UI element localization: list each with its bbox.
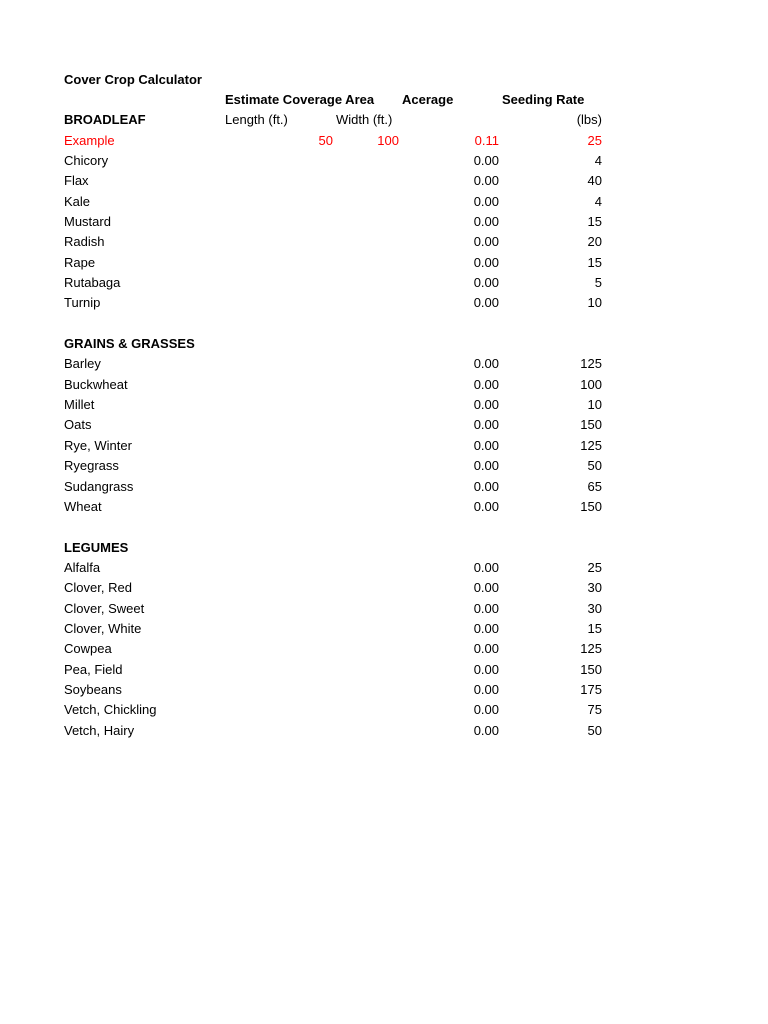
crop-acreage: 0.00 [473, 702, 499, 717]
crop-acreage: 0.00 [473, 153, 499, 168]
crop-seeding-rate: 125 [580, 641, 602, 656]
crop-acreage: 0.00 [473, 601, 499, 616]
crop-name: Clover, Red [64, 580, 132, 595]
crop-name: Mustard [64, 214, 111, 229]
section-header-row [0, 538, 768, 558]
table-row [0, 456, 768, 476]
table-row [0, 273, 768, 293]
table-row [0, 721, 768, 741]
crop-seeding-rate: 150 [580, 662, 602, 677]
crop-acreage: 0.00 [473, 621, 499, 636]
table-row [0, 151, 768, 171]
crop-seeding-rate: 65 [587, 479, 602, 494]
crop-name: Soybeans [64, 682, 122, 697]
crop-seeding-rate: 125 [580, 438, 602, 453]
section-title-legumes: LEGUMES [64, 540, 129, 555]
crop-acreage: 0.00 [473, 438, 499, 453]
crop-seeding-rate: 15 [587, 255, 602, 270]
crop-seeding-rate: 150 [580, 417, 602, 432]
table-row [0, 253, 768, 273]
crop-seeding-rate: 15 [587, 214, 602, 229]
section-title-broadleaf: BROADLEAF [64, 112, 146, 127]
crop-seeding-rate: 10 [587, 295, 602, 310]
page-title: Cover Crop Calculator [64, 72, 202, 87]
crop-acreage: 0.00 [473, 560, 499, 575]
table-row [0, 700, 768, 720]
crop-name: Rutabaga [64, 275, 121, 290]
crop-name: Cowpea [64, 641, 112, 656]
crop-acreage: 0.00 [473, 662, 499, 677]
crop-acreage: 0.00 [473, 173, 499, 188]
crop-seeding-rate: 15 [587, 621, 602, 636]
crop-acreage: 0.00 [473, 214, 499, 229]
lbs-label: (lbs) [576, 112, 602, 127]
crop-seeding-rate: 30 [587, 580, 602, 595]
header-row-1 [0, 90, 768, 110]
header-row-2 [0, 110, 768, 130]
crop-name: Vetch, Chickling [64, 702, 157, 717]
crop-seeding-rate: 150 [580, 499, 602, 514]
crop-name: Wheat [64, 499, 102, 514]
crop-name: Radish [64, 234, 105, 249]
crop-acreage: 0.00 [473, 194, 499, 209]
crop-seeding-rate: 20 [587, 234, 602, 249]
example-rate: 25 [587, 133, 602, 148]
crop-acreage: 0.00 [473, 682, 499, 697]
acreage-header: Acerage [402, 92, 454, 107]
crop-acreage: 0.00 [473, 255, 499, 270]
crop-seeding-rate: 75 [587, 702, 602, 717]
crop-acreage: 0.00 [473, 479, 499, 494]
crop-name: Clover, Sweet [64, 601, 145, 616]
crop-name: Oats [64, 417, 92, 432]
crop-seeding-rate: 4 [594, 194, 602, 209]
example-width[interactable]: 100 [377, 133, 399, 148]
table-row [0, 212, 768, 232]
crop-name: Turnip [64, 295, 101, 310]
section-title-grains-grasses: GRAINS & GRASSES [64, 336, 195, 351]
crop-seeding-rate: 50 [587, 458, 602, 473]
table-row [0, 171, 768, 191]
example-row [0, 131, 768, 151]
table-row [0, 660, 768, 680]
crop-name: Buckwheat [64, 377, 128, 392]
example-acreage: 0.11 [474, 133, 499, 148]
crop-seeding-rate: 25 [587, 560, 602, 575]
table-row [0, 558, 768, 578]
crop-acreage: 0.00 [473, 641, 499, 656]
crop-seeding-rate: 30 [587, 601, 602, 616]
crop-acreage: 0.00 [473, 499, 499, 514]
width-label: Width (ft.) [336, 112, 393, 127]
crop-acreage: 0.00 [473, 356, 499, 371]
crop-seeding-rate: 125 [580, 356, 602, 371]
crop-name: Clover, White [64, 621, 142, 636]
crop-seeding-rate: 5 [594, 275, 602, 290]
crop-name: Alfalfa [64, 560, 101, 575]
table-row [0, 375, 768, 395]
crop-seeding-rate: 50 [587, 723, 602, 738]
example-length[interactable]: 50 [318, 133, 333, 148]
crop-acreage: 0.00 [473, 275, 499, 290]
crop-name: Ryegrass [64, 458, 119, 473]
table-row [0, 477, 768, 497]
crop-seeding-rate: 40 [587, 173, 602, 188]
crop-acreage: 0.00 [473, 458, 499, 473]
table-row [0, 680, 768, 700]
crop-acreage: 0.00 [473, 417, 499, 432]
table-row [0, 293, 768, 313]
title-row [0, 70, 768, 90]
table-row [0, 192, 768, 212]
crop-acreage: 0.00 [473, 397, 499, 412]
crop-name: Barley [64, 356, 101, 371]
crop-seeding-rate: 4 [594, 153, 602, 168]
table-row [0, 415, 768, 435]
crop-name: Pea, Field [64, 662, 123, 677]
crop-name: Rape [64, 255, 96, 270]
crop-acreage: 0.00 [473, 234, 499, 249]
table-row [0, 578, 768, 598]
crop-seeding-rate: 10 [587, 397, 602, 412]
crop-seeding-rate: 100 [580, 377, 602, 392]
crop-name: Millet [64, 397, 95, 412]
example-name: Example [64, 133, 115, 148]
table-row [0, 599, 768, 619]
table-row [0, 639, 768, 659]
table-row [0, 395, 768, 415]
table-row [0, 619, 768, 639]
section-header-row [0, 334, 768, 354]
crop-name: Chicory [64, 153, 109, 168]
seeding-rate-header: Seeding Rate [502, 92, 585, 107]
crop-name: Kale [64, 194, 91, 209]
table-row [0, 436, 768, 456]
table-row [0, 354, 768, 374]
crop-name: Flax [64, 173, 89, 188]
length-label: Length (ft.) [225, 112, 288, 127]
crop-acreage: 0.00 [473, 295, 499, 310]
crop-acreage: 0.00 [473, 723, 499, 738]
crop-name: Vetch, Hairy [64, 723, 135, 738]
crop-acreage: 0.00 [473, 580, 499, 595]
table-row [0, 497, 768, 517]
table-row [0, 232, 768, 252]
estimate-coverage-header: Estimate Coverage Area [225, 92, 375, 107]
crop-seeding-rate: 175 [580, 682, 602, 697]
crop-name: Rye, Winter [64, 438, 132, 453]
crop-acreage: 0.00 [473, 377, 499, 392]
crop-name: Sudangrass [64, 479, 134, 494]
